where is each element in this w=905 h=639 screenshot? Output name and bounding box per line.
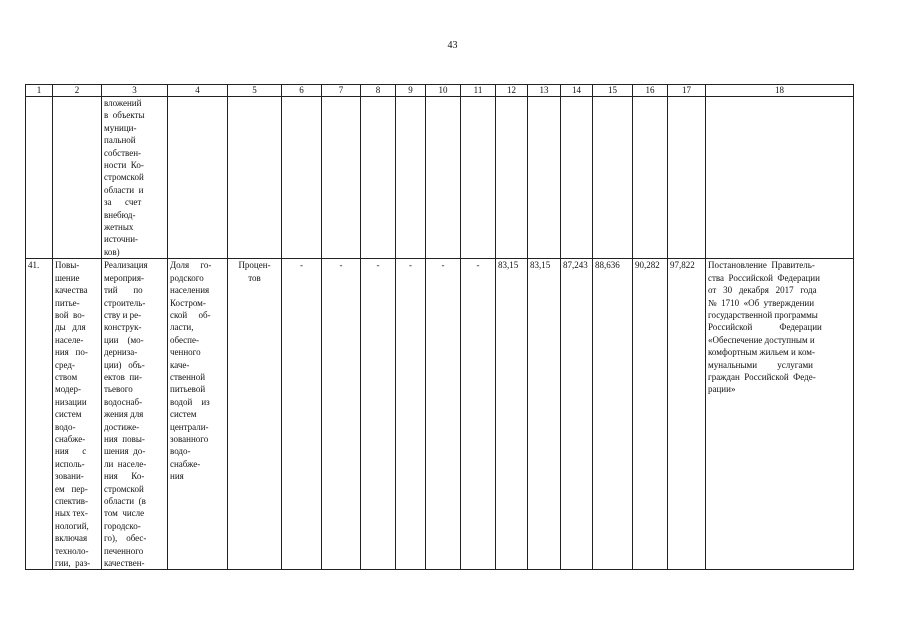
text-line: № 1710 «Об утверждении [708, 297, 815, 308]
value-col-8: - [361, 259, 396, 570]
program-table [25, 84, 854, 570]
text-line: ных тех- [55, 508, 88, 519]
text-line: Повы- [55, 260, 80, 271]
text-line: области (в [104, 496, 146, 506]
text-line: ли населе- [104, 458, 147, 469]
text-line: обеспе- [170, 334, 199, 345]
text-line: водо- [55, 421, 76, 432]
text-line: зованного [170, 433, 209, 444]
text-line: го), обес- [104, 533, 147, 544]
text-line: вой во- [55, 309, 85, 320]
text-line: ния повы- [104, 433, 145, 444]
value-col-14: 87,243 [561, 259, 593, 570]
value-col-9: - [396, 259, 426, 570]
text-line: стромской [104, 483, 144, 494]
value-col-15: 88,636 [593, 259, 633, 570]
text-line: низации [55, 396, 87, 407]
text-line: ласти, [170, 322, 194, 333]
text-line: достиже- [104, 421, 140, 432]
text-line: жения для [104, 409, 144, 420]
text-line: населе- [55, 334, 84, 345]
text-line: Реализация [104, 260, 148, 271]
text-line: Доля го- [170, 260, 212, 271]
objective-text [53, 259, 102, 570]
value-col-16: 90,282 [633, 259, 668, 570]
text-line: снабже- [170, 458, 201, 469]
page-number: 43 [447, 40, 458, 51]
text-line: тий по [104, 285, 143, 296]
continued-row [26, 97, 854, 259]
value-col-7: - [322, 259, 361, 570]
text-line: зовани- [55, 471, 84, 482]
column-header-13: 13 [528, 85, 561, 97]
text-line: питьевой [170, 384, 206, 395]
column-header-10: 10 [426, 85, 461, 97]
text-line: городско- [104, 520, 141, 531]
text-line: ченного [170, 347, 201, 358]
text-line: печенного [104, 545, 144, 556]
text-line: питье- [55, 297, 80, 308]
column-header-5: 5 [228, 85, 282, 97]
text-line: ния по- [55, 347, 88, 358]
column-header-3: 3 [102, 85, 168, 97]
text-line: ды для [55, 322, 86, 333]
column-header-2: 2 [53, 85, 102, 97]
text-line: мунальными услугами [708, 359, 813, 370]
text-line: в объекты [104, 110, 145, 121]
text-line: ственной [170, 371, 206, 382]
value-col-11: - [461, 259, 496, 570]
text-line: населения [170, 285, 210, 296]
text-line: ков) [104, 246, 120, 257]
text-line: родского [170, 272, 204, 283]
text-line: тьевого [104, 384, 133, 395]
text-line: комфортным жильем и ком- [708, 347, 815, 358]
measure-text [102, 259, 168, 570]
text-line: тов [248, 272, 261, 283]
text-line: водоснаб- [104, 396, 143, 407]
text-line: жетных [104, 222, 134, 233]
column-header-16: 16 [633, 85, 668, 97]
text-line: водо- [170, 446, 191, 457]
column-header-7: 7 [322, 85, 361, 97]
column-header-6: 6 [282, 85, 322, 97]
text-line: пальной [104, 135, 136, 146]
text-line: ской об- [170, 309, 211, 320]
value-col-12: 83,15 [496, 259, 528, 570]
text-line: рации» [708, 384, 736, 395]
text-line: за счет [104, 197, 142, 208]
column-header-17: 17 [668, 85, 706, 97]
text-line: муници- [104, 122, 137, 133]
text-line: водой из [170, 396, 210, 407]
text-line: качествен- [104, 558, 145, 569]
text-line: ства Российской Федерации [708, 272, 820, 283]
text-line: систем [55, 409, 82, 420]
text-line: стромской [104, 172, 144, 183]
text-line: собствен- [104, 147, 142, 158]
text-line: строитель- [104, 297, 146, 308]
text-line: ством [55, 371, 78, 382]
value-col-13: 83,15 [528, 259, 561, 570]
text-line: ции) объ- [104, 359, 145, 370]
text-line: ния [170, 471, 184, 482]
column-number-header-row [26, 85, 854, 97]
text-line: граждан Российской Феде- [708, 371, 816, 382]
text-line: техноло- [55, 545, 89, 556]
text-line: мероприя- [104, 272, 144, 283]
text-line: ству и ре- [104, 309, 142, 320]
text-line: ции (мо- [104, 334, 144, 345]
text-line: спектив- [55, 496, 89, 506]
value-col-17: 97,822 [668, 259, 706, 570]
text-line: государственной программы [708, 309, 818, 320]
text-line: ния с [55, 446, 87, 457]
text-line: ности Ко- [104, 160, 144, 171]
column-header-9: 9 [396, 85, 426, 97]
text-line: внебюд- [104, 209, 136, 220]
text-line: нологий, [55, 520, 89, 531]
text-line: шения до- [104, 446, 146, 457]
row-number: 41. [26, 259, 53, 570]
text-line: ектов пи- [104, 371, 142, 382]
text-line: Российской Федерации [708, 322, 822, 333]
column-header-8: 8 [361, 85, 396, 97]
text-line: сред- [55, 359, 75, 370]
text-line: качества [55, 285, 88, 296]
text-line: источни- [104, 234, 139, 245]
text-line: гии, раз- [55, 558, 91, 569]
table-row-41 [26, 259, 854, 570]
text-line: каче- [170, 359, 190, 370]
column-header-4: 4 [168, 85, 228, 97]
unit-text [228, 259, 282, 570]
column-header-18: 18 [706, 85, 854, 97]
text-line: Постановление Правитель- [708, 260, 815, 271]
text-line: «Обеспечение доступным и [708, 334, 815, 345]
indicator-text [168, 259, 228, 570]
text-line: шение [55, 272, 80, 283]
column-header-12: 12 [496, 85, 528, 97]
text-line: том числе [104, 508, 145, 519]
continued-measure-text [102, 97, 168, 259]
text-line: Костром- [170, 297, 206, 308]
text-line: области и [104, 184, 144, 195]
text-line: централи- [170, 421, 209, 432]
text-line: от 30 декабря 2017 года [708, 285, 817, 296]
text-line: вложений [104, 98, 142, 108]
text-line: ем пер- [55, 483, 88, 494]
value-col-10: - [426, 259, 461, 570]
text-line: модер- [55, 384, 82, 395]
column-header-11: 11 [461, 85, 496, 97]
column-header-1: 1 [26, 85, 53, 97]
text-line: дерниза- [104, 347, 138, 358]
legal-basis-text [706, 259, 854, 570]
value-col-6: - [282, 259, 322, 570]
text-line: Процен- [238, 260, 271, 271]
column-header-15: 15 [593, 85, 633, 97]
text-line: включая [55, 533, 88, 544]
text-line: конструк- [104, 322, 142, 333]
text-line: ния Ко- [104, 471, 145, 482]
text-line: исполь- [55, 458, 85, 469]
column-header-14: 14 [561, 85, 593, 97]
text-line: снабже- [55, 433, 86, 444]
text-line: систем [170, 409, 197, 420]
